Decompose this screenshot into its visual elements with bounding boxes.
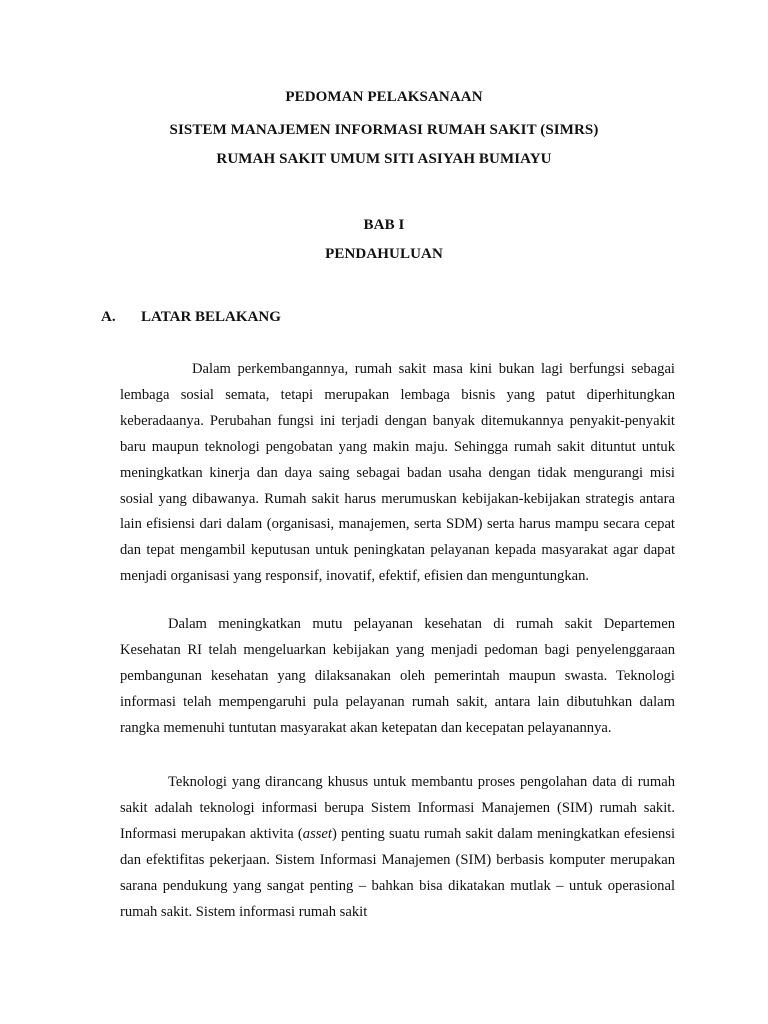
section-heading (101, 308, 281, 326)
paragraph-3-italic-term: asset (302, 825, 332, 842)
chapter-number: BAB I (363, 217, 405, 233)
section-number: A. (101, 309, 116, 325)
section-title: LATAR BELAKANG (141, 309, 281, 325)
paragraph-3-text-before: Teknologi yang dirancang khusus untuk membantu proses pengolahan data di rumah sakit adalah teknologi informasi berupa Sistem Informasi Manajemen (SIM) rumah sakit. Informasi merupakan aktivita ( (120, 774, 675, 842)
document-title-line-3: RUMAH SAKIT UMUM SITI ASIYAH BUMIAYU (216, 151, 552, 167)
document-title-line-1: PEDOMAN PELAKSANAAN (285, 89, 483, 105)
document-title-line-2: SISTEM MANAJEMEN INFORMASI RUMAH SAKIT (SIMRS) (169, 122, 599, 138)
paragraph-1 (120, 357, 675, 590)
paragraph-3 (120, 770, 675, 925)
paragraph-2 (120, 612, 675, 742)
paragraph-2-text: Dalam meningkatkan mutu pelayanan kesehatan di rumah sakit Departemen Kesehatan RI telah mengeluarkan kebijakan yang menjadi pedoman bagi penyelenggaraan pembangunan kesehatan yang dilaksanakan oleh pemerintah maupun swasta. Teknologi informasi telah mempengaruhi pula pelayanan rumah sakit, antara lain dibutuhkan dalam rangka memenuhi tuntutan masyarakat akan ketepatan dan kecepatan pelayanannya. (120, 616, 675, 736)
paragraph-1-text: Dalam perkembangannya, rumah sakit masa kini bukan lagi berfungsi sebagai lembaga sosial semata, tetapi merupakan lembaga bisnis yang patut diperhitungkan keberadaanya. Perubahan fungsi ini terjadi dengan banyak ditemukannya penyakit-penyakit baru maupun teknologi pengobatan yang makin maju. Sehingga rumah sakit dituntut untuk meningkatkan kinerja dan daya saing sebagai badan usaha dengan tidak mengurangi misi sosial yang dibawanya. Rumah sakit harus merumuskan kebijakan-kebijakan strategis antara lain efisiensi dari dalam (organisasi, manajemen, serta SDM) serta harus mampu secara cepat dan tepat mengambil keputusan untuk peningkatan pelayanan kepada masyarakat agar dapat menjadi organisasi yang responsif, inovatif, efektif, efisien dan menguntungkan. (120, 361, 675, 585)
paragraph-3-text-after: ) penting suatu rumah sakit dalam meningkatkan efesiensi dan efektifitas pekerjaan. Sistem Informasi Manajemen (SIM) berbasis komputer merupakan sarana pendukung yang sangat penting – bahkan bisa dikatakan mutlak – untuk operasional rumah sakit. Sistem informasi rumah sakit (120, 825, 675, 920)
chapter-title: PENDAHULUAN (325, 246, 443, 262)
